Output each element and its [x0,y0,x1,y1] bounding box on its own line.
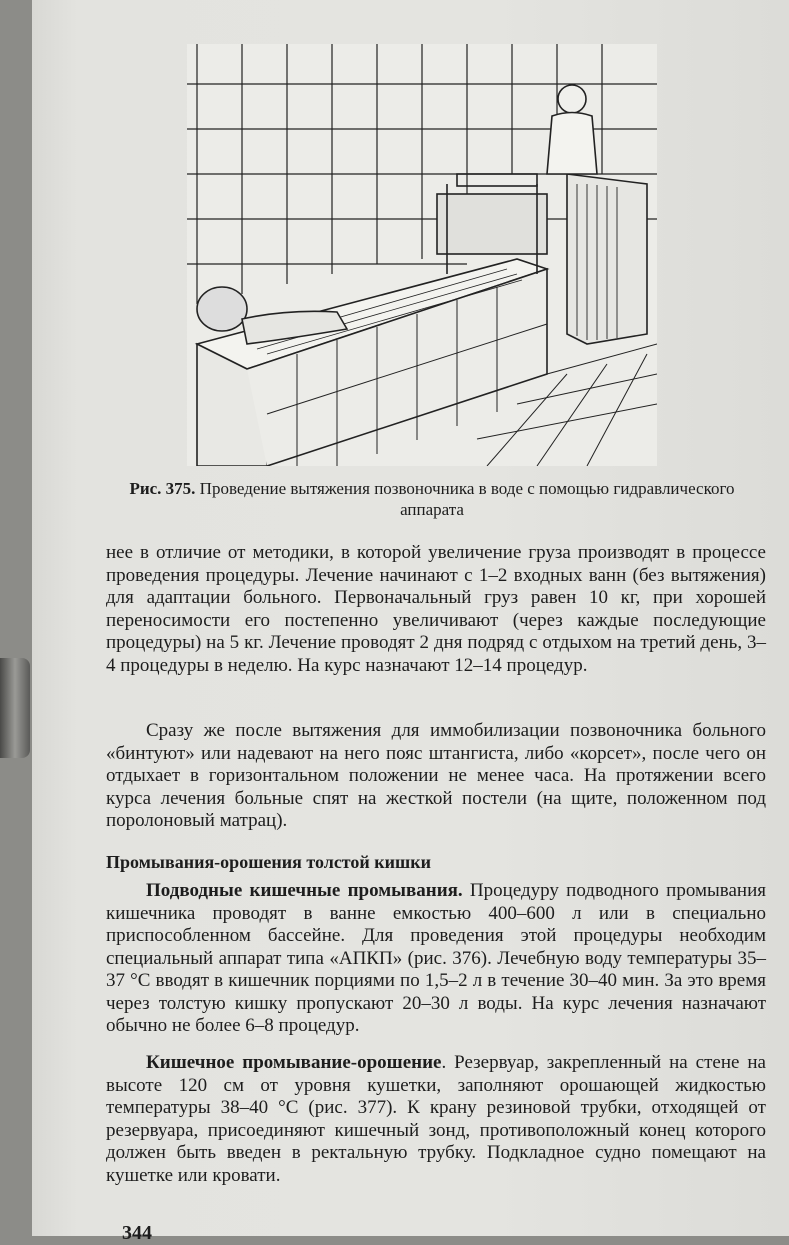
paragraph-4-body: . Резервуар, закрепленный на стене на высоте 120 см от уровня кушетки, заполняют орошающей жидкостью температуры 38–40 °С (рис. 377). К крану резиновой трубки, отходящей от резервуара, присоединяют кишечный зонд, противоположный конец которого должен быть введен в ректальную трубку. Подкладное судно помещают на кушетке или кровати. [106,1052,766,1186]
binder-clip [0,658,30,758]
paragraph-2: Сразу же после вытяжения для иммобилизации позвоночника больного «бинтуют» или надевают на него пояс штангиста, либо «корсет», после чего он отдыхает в горизонтальном положении не менее часа. На протяжении всего курса лечения больные спят на жесткой постели (на щите, положенном под поролоновый матрац). [106,720,766,831]
figure-caption-label: Рис. 375. [129,479,196,498]
page-number: 344 [122,1222,152,1244]
illustration-spinal-traction-bath [187,44,657,466]
paragraph-3 [106,880,766,1038]
paragraph-4-title: Кишечное промывание-орошение [146,1052,442,1073]
section-heading: Промывания-орошения толстой кишки [106,852,431,872]
paragraph-3-body: Процедуру подводного промывания кишечника проводят в ванне емкостью 400–600 л или в специально приспособленном бассейне. Для проведения этой процедуры необходим специальный аппарат типа «АПКП» (рис. 376). Лечебную воду температуры 35–37 °С вводят в кишечник порциями по 1,5–2 л в течение 30–40 мин. За это время через толстую кишку пропускают 20–30 л воды. На курс лечения назначают обычно не более 6–8 процедур. [106,880,766,1036]
figure-caption-text: Проведение вытяжения позвоночника в воде с помощью гидравлического аппарата [199,479,735,519]
paragraph-1: нее в отличие от методики, в которой увеличение груза производят в процессе проведения процедуры. Лечение начинают с 1–2 входных ванн (без вытяжения) для адаптации больного. Первоначальный груз равен 10 кг, при хорошей переносимости его постепенно увеличивают (через каждые последующие процедуры) на 5 кг. Лечение проводят 2 дня подряд с отдыхом на третий день, 3–4 процедуры в неделю. На курс назначают 12–14 процедур. [106,542,766,676]
figure-caption [112,478,752,520]
paragraph-3-title: Подводные кишечные промывания. [146,880,463,901]
illustration-drawing [187,44,657,466]
paragraph-4 [106,1052,766,1187]
book-page [32,0,789,1244]
